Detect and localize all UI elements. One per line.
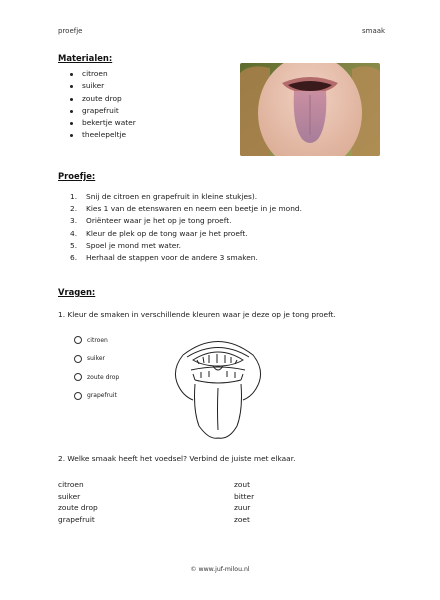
match-item[interactable]: grapefruit bbox=[58, 514, 95, 524]
step-text: Kleur de plek op de tong waar je het proeft. bbox=[86, 228, 248, 238]
match-item[interactable]: zoute drop bbox=[58, 503, 98, 512]
step-text: Snij de citroen en grapefruit in kleine stukjes). bbox=[86, 192, 258, 201]
radio-circle[interactable] bbox=[74, 373, 82, 381]
match-item[interactable]: bitter bbox=[234, 491, 255, 501]
match-left-column bbox=[58, 479, 98, 525]
list-item bbox=[58, 215, 302, 227]
list-item bbox=[58, 252, 302, 264]
step-number: 6. bbox=[70, 252, 78, 262]
tongue-photo bbox=[240, 63, 380, 156]
question-1: 1. Kleur de smaken in verschillende kleuren waar je deze op je tong proeft. bbox=[58, 310, 336, 319]
step-text: Herhaal de stappen voor de andere 3 smaken. bbox=[86, 252, 258, 262]
match-right-column bbox=[234, 479, 254, 525]
materials-list bbox=[58, 68, 136, 142]
radio-circle[interactable] bbox=[74, 336, 82, 344]
step-number: 2. bbox=[70, 204, 78, 214]
match-item[interactable]: zout bbox=[234, 480, 250, 489]
match-item[interactable]: suiker bbox=[58, 491, 81, 501]
match-item[interactable]: zoet bbox=[234, 514, 250, 524]
step-text: Kies 1 van de etenswaren en neem een beetje in je mond. bbox=[86, 204, 302, 214]
list-item: zoute drop bbox=[58, 93, 136, 105]
list-item: citroen bbox=[58, 68, 136, 80]
option-label: zoute drop bbox=[87, 373, 120, 381]
match-item[interactable]: zuur bbox=[234, 503, 251, 512]
step-number: 5. bbox=[70, 240, 78, 250]
option-citroen[interactable] bbox=[74, 331, 119, 350]
header-left: proefje bbox=[58, 27, 83, 35]
list-item: theelepeltje bbox=[58, 129, 136, 141]
option-label: grapefruit bbox=[87, 392, 117, 400]
list-item: suiker bbox=[58, 80, 136, 92]
option-suiker[interactable] bbox=[74, 350, 119, 369]
list-item bbox=[58, 203, 302, 215]
option-zoute-drop[interactable] bbox=[74, 368, 119, 387]
list-item: grapefruit bbox=[58, 105, 136, 117]
materials-title: Materialen: bbox=[58, 53, 113, 63]
list-item: bekertje water bbox=[58, 117, 136, 129]
step-number: 1. bbox=[70, 192, 78, 201]
question-2: 2. Welke smaak heeft het voedsel? Verbind de juiste met elkaar. bbox=[58, 454, 296, 463]
match-item[interactable]: citroen bbox=[58, 480, 84, 489]
steps-list bbox=[58, 191, 302, 264]
steps-title: Proefje: bbox=[58, 171, 96, 181]
questions-title: Vragen: bbox=[58, 287, 96, 297]
option-label: citroen bbox=[87, 336, 108, 344]
step-text: Oriënteer waar je het op je tong proeft. bbox=[86, 216, 232, 226]
list-item bbox=[58, 240, 302, 252]
step-number: 4. bbox=[70, 228, 78, 238]
list-item bbox=[58, 191, 302, 203]
footer-credit: © www.juf-milou.nl bbox=[190, 566, 250, 573]
tongue-diagram[interactable] bbox=[173, 330, 263, 440]
option-grapefruit[interactable] bbox=[74, 387, 119, 406]
header-right: smaak bbox=[362, 27, 386, 35]
taste-options bbox=[74, 331, 119, 405]
option-label: suiker bbox=[87, 355, 106, 363]
list-item bbox=[58, 228, 302, 240]
radio-circle[interactable] bbox=[74, 392, 82, 400]
step-number: 3. bbox=[70, 216, 78, 226]
radio-circle[interactable] bbox=[74, 355, 82, 363]
step-text: Spoel je mond met water. bbox=[86, 240, 181, 250]
